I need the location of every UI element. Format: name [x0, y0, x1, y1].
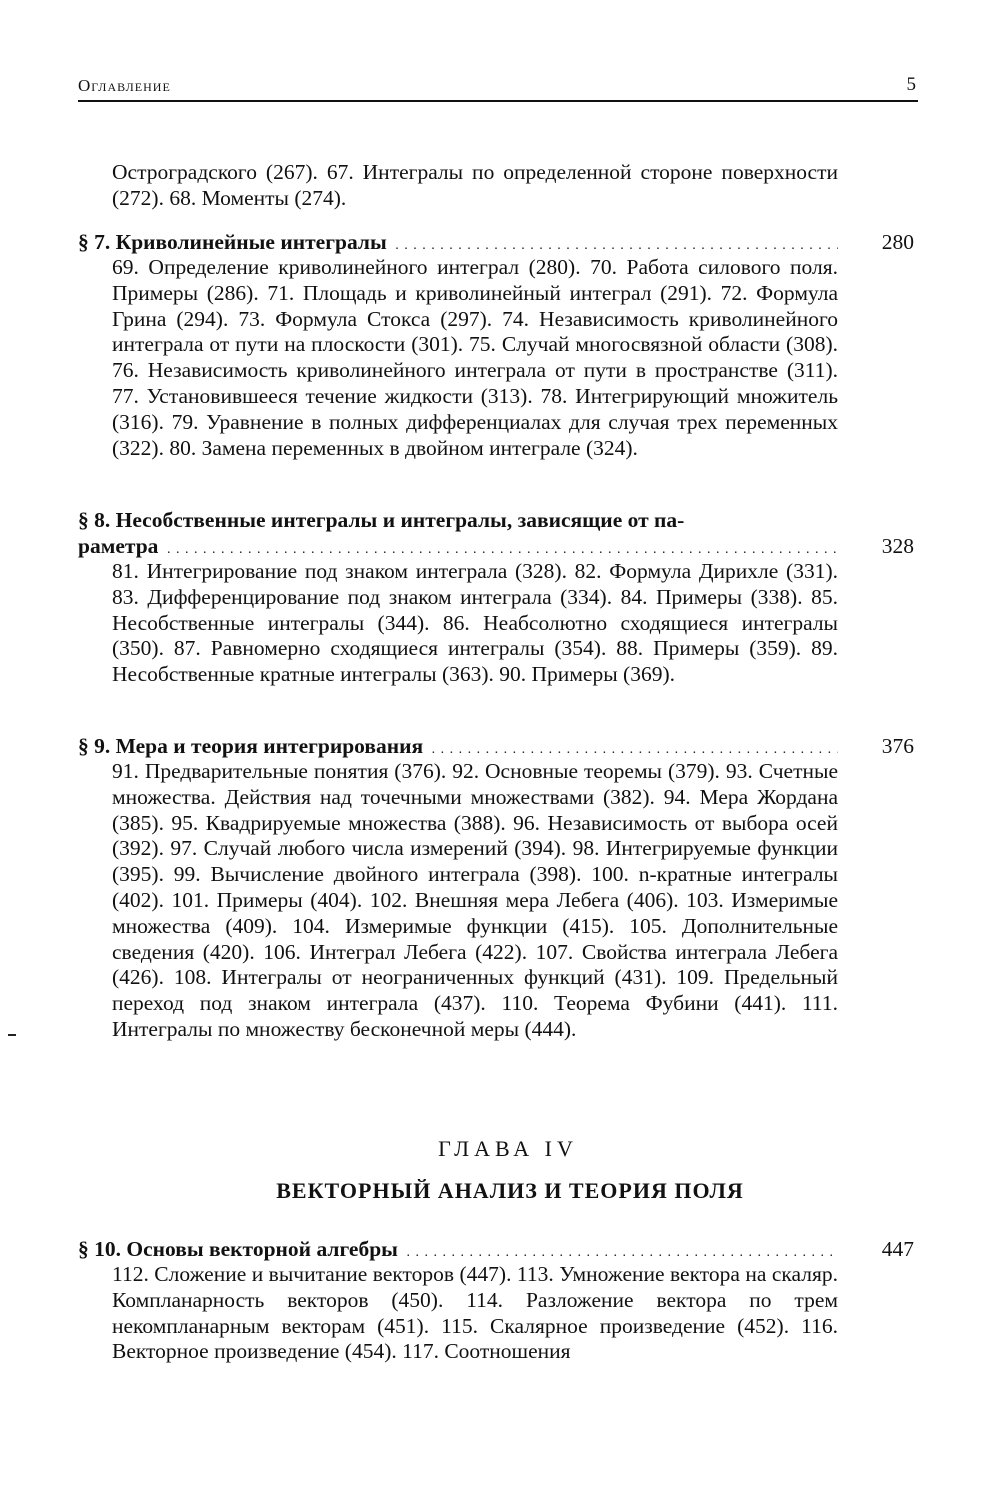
page-number: 5 [906, 74, 916, 95]
chapter-title: ВЕКТОРНЫЙ АНАЛИЗ И ТЕОРИЯ ПОЛЯ [276, 1178, 744, 1203]
section-contents: 112. Сложение и вычитание векторов (447). 113. Умножение вектора на скаляр. Компланарность векторов (450). 114. Разложение вектора по трем некомпланарным векторам (451). 115. Скалярное произведение (452). 116. Векторное произведение (454). 117. Соотношения [112, 1262, 838, 1364]
section-heading [78, 229, 918, 255]
section-title-line-2: раметра . . . [78, 533, 838, 563]
running-head [78, 72, 918, 102]
section-contents: 81. Интегрирование под знаком интеграла (328). 82. Формула Дирихле (331). 83. Дифференцирование под знаком интеграла (334). 84. Примеры (338). 85. Несобственные интегралы (344). 86. Неабсолютно сходящиеся интегралы (350). 87. Равномерно сходящиеся интегралы (354). 88. Примеры (359). 89. Несобственные кратные интегралы (363). 90. Примеры (369). [112, 559, 838, 687]
section-contents: 91. Предварительные понятия (376). 92. Основные теоремы (379). 93. Счетные множества. Действия над точечными множествами (382). 94. Мера Жордана (385). 95. Квадрируемые множества (388). 96. Независимость от выбора осей (392). 97. Случай любого числа измерений (394). 98. Интегрируемые функции (395). 99. Вычисление двойного интеграла (398). 100. n-кратные интегралы (402). 101. Примеры (404). 102. Внешняя мера Лебега (406). 103. Измеримые множества (409). 104. Измеримые функции (415). 105. Дополнительные сведения (420). 106. Интеграл Лебега (422). 107. Свойства интеграла Лебега (426). 108. Интегралы от неограниченных функций (431). 109. Предельный переход под знаком интеграла (437). 110. Теорема Фубини (441). 111. Интегралы по множеству бесконечной меры (444). [112, 759, 838, 1041]
margin-mark [8, 1034, 16, 1036]
continued-entry-text: Остроградского (267). 67. Интегралы по определенной стороне поверхности (272). 68. Моменты (274). [112, 160, 838, 210]
section-heading [78, 1236, 918, 1262]
section-page-number: 280 [881, 230, 914, 254]
running-head-title: Оглавление [78, 76, 171, 95]
section-page-number: 447 [881, 1237, 914, 1261]
section-contents: 69. Определение криволинейного интеграл (280). 70. Работа силового поля. Примеры (286). 71. Площадь и криволинейный интеграл (291). 72. Формула Грина (294). 73. Формула Стокса (297). 74. Независимость криволинейного интеграла от пути на плоскости (301). 75. Случай многосвязной области (308). 76. Независимость криволинейного интеграла от пути в пространстве (311). 77. Установившееся течение жидкости (313). 78. Интегрирующий множитель (316). 79. Уравнение в полных дифференциалах для случая трех переменных (322). 80. Замена переменных в двойном интеграле (324). [112, 255, 838, 460]
chapter-label: ГЛАВА IV [438, 1136, 578, 1161]
section-heading [78, 733, 918, 759]
section-heading [78, 507, 918, 559]
section-title-line-1: § 8. Несобственные интегралы и интегралы, зависящие от па- [78, 508, 685, 532]
section-title: § 7. Криволинейные интегралы . . . [78, 229, 838, 259]
section-title: § 10. Основы векторной алгебры . . . [78, 1236, 838, 1266]
section-title: § 9. Мера и теория интегрирования . . . [78, 733, 838, 763]
toc-section-9 [78, 733, 918, 1043]
toc-section-10 [78, 1236, 918, 1365]
section-page-number: 328 [881, 534, 914, 558]
toc-section-8 [78, 507, 918, 688]
toc-section-7 [78, 229, 918, 461]
section-page-number: 376 [881, 734, 914, 758]
